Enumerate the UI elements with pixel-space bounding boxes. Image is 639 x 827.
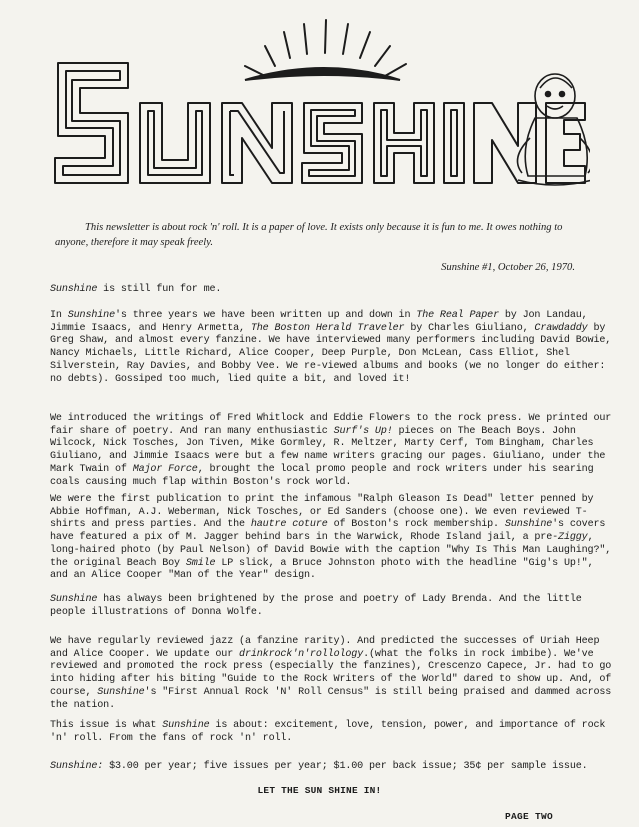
text-run: by Greg Shaw, and almost every fanzine. We have interviewed many performers including David Bowie, Nancy Michaels, Little Richard, Alice Cooper, Deep Purple, Don McLean, Cass Elliot, Shel Silverstein, Ray Davies, and Bobby Vee. We re-viewed albums and books (we no longer do either: no debts). Gossiped too much, lied quite a bit, and loved it! bbox=[50, 322, 612, 385]
text-run: pieces on The Beach Boys. John Wilcock, Nick Tosches, Jon Tiven, Mike Gormley, R. Meltzer, Marty Cerf, Tom Bingham, Charles Giuliano, and Jimmie Isaacs were but a few name writers gracing our pages. Giuliano, under the Mark Twain of bbox=[50, 425, 606, 475]
text-run: In bbox=[50, 310, 68, 321]
italic-run: Major Force bbox=[132, 463, 198, 475]
italic-run: Surf's Up! bbox=[333, 425, 393, 437]
text-run: LP slick, a Bruce Johnston photo with the headline "Gig's Up!", and an Alice Cooper "Man of the Year" design. bbox=[50, 557, 594, 582]
text-run: is about: excitement, love, tension, power, and importance of rock 'n' roll. From the fans of rock 'n' roll. bbox=[50, 720, 606, 744]
paragraph bbox=[50, 594, 615, 619]
page-number: PAGE TWO bbox=[505, 811, 554, 822]
text-run: We introduced the writings of Fred Whitlock and Eddie Flowers to the rock press. We printed our fair share of poetry. And ran many enthusiastic bbox=[50, 413, 612, 437]
paragraph bbox=[50, 413, 615, 489]
text-run: has always been brightened by the prose and poetry of Lady Brenda. And the little people illustrations of Donna Wolfe. bbox=[50, 594, 582, 618]
italic-run: Ziggy bbox=[558, 532, 588, 544]
closing-slogan: LET THE SUN SHINE IN! bbox=[257, 785, 382, 796]
italic-run: Sunshine bbox=[50, 284, 98, 295]
dateline: Sunshine #1, October 26, 1970. bbox=[441, 262, 575, 273]
italic-run: Sunshine bbox=[67, 310, 115, 321]
sun-rays-icon bbox=[245, 20, 406, 80]
italic-run: Sunshine bbox=[162, 720, 210, 731]
text-run: 's covers have featured a pix of M. Jagger behind bars in the Warwick, Rhode Island jail, a pre- bbox=[50, 519, 606, 544]
text-run: , long-haired photo (by Paul Nelson) of David Bowie with the caption "Why Is This Man Laughing?", the original Beach Boy bbox=[50, 532, 612, 569]
text-run: We have regularly reviewed jazz (a fanzine rarity). And predicted the successes of Uriah Heep and Alice Cooper. We update our bbox=[50, 636, 600, 660]
text-run: This issue is what bbox=[50, 720, 163, 731]
text-run: $3.00 per year; five issues per year; $1.00 per back issue; 35¢ per sample issue. bbox=[103, 761, 588, 772]
italic-run: Sunshine: bbox=[50, 761, 104, 772]
text-run: .(what the folks in rock imbibe). We've reviewed and promoted the rock press (especially the fanzines), Crescenzo Capece, Jr. had to go into hiding after his biting "Guide to the Rock Writers of the World" dared to show up. And, of course, bbox=[50, 648, 612, 698]
paragraph bbox=[50, 636, 615, 712]
italic-run: Crawdaddy bbox=[534, 322, 588, 334]
paragraph bbox=[50, 310, 615, 386]
italic-run: Smile bbox=[185, 557, 216, 569]
italic-run: drinkrock'n'rollology bbox=[239, 648, 364, 660]
text-run: 's "First Annual Rock 'N' Roll Census" is still being praised and dammed across the nation. bbox=[50, 686, 612, 711]
masthead-logo bbox=[40, 8, 590, 198]
italic-run: Sunshine bbox=[97, 686, 145, 698]
paragraph bbox=[50, 494, 615, 583]
italic-run: The Boston Herald Traveler bbox=[250, 322, 405, 334]
text-run: of Boston's rock membership. bbox=[327, 519, 505, 531]
text-run: , brought the local promo people and rock writers under his searing coals causing much flap within Boston's rock world. bbox=[50, 463, 594, 488]
text-run: We were the first publication to print the infamous "Ralph Gleason Is Dead" letter penned by Abbie Hoffman, A.J. Weberman, Nick Tosches, or Ed Sanders (choose one). We even reviewed T-shirts and press parties. And the bbox=[50, 494, 594, 531]
text-run: by Charles Giuliano, bbox=[404, 322, 535, 334]
italic-run: Sunshine bbox=[50, 594, 98, 605]
title-lettering bbox=[55, 63, 585, 183]
paragraph bbox=[50, 284, 615, 297]
paragraph bbox=[50, 761, 615, 774]
cartoon-figure-icon bbox=[518, 74, 591, 185]
italic-run: The Real Paper bbox=[416, 310, 499, 321]
masthead bbox=[40, 8, 590, 198]
text-run: 's three years we have been written up and down in bbox=[115, 310, 417, 321]
text-run: is still fun for me. bbox=[97, 284, 222, 295]
italic-run: Sunshine bbox=[504, 519, 553, 531]
intro-statement: This newsletter is about rock 'n' roll. It is a paper of love. It exists only because it is fun to me. It owes nothing to anyone, therefore it may speak freely. bbox=[55, 222, 563, 248]
italic-run: hautre coture bbox=[250, 519, 328, 531]
text-run: by Jon Landau, Jimmie Isaacs, and Henry Armetta, bbox=[50, 310, 588, 334]
paragraph bbox=[50, 720, 615, 745]
